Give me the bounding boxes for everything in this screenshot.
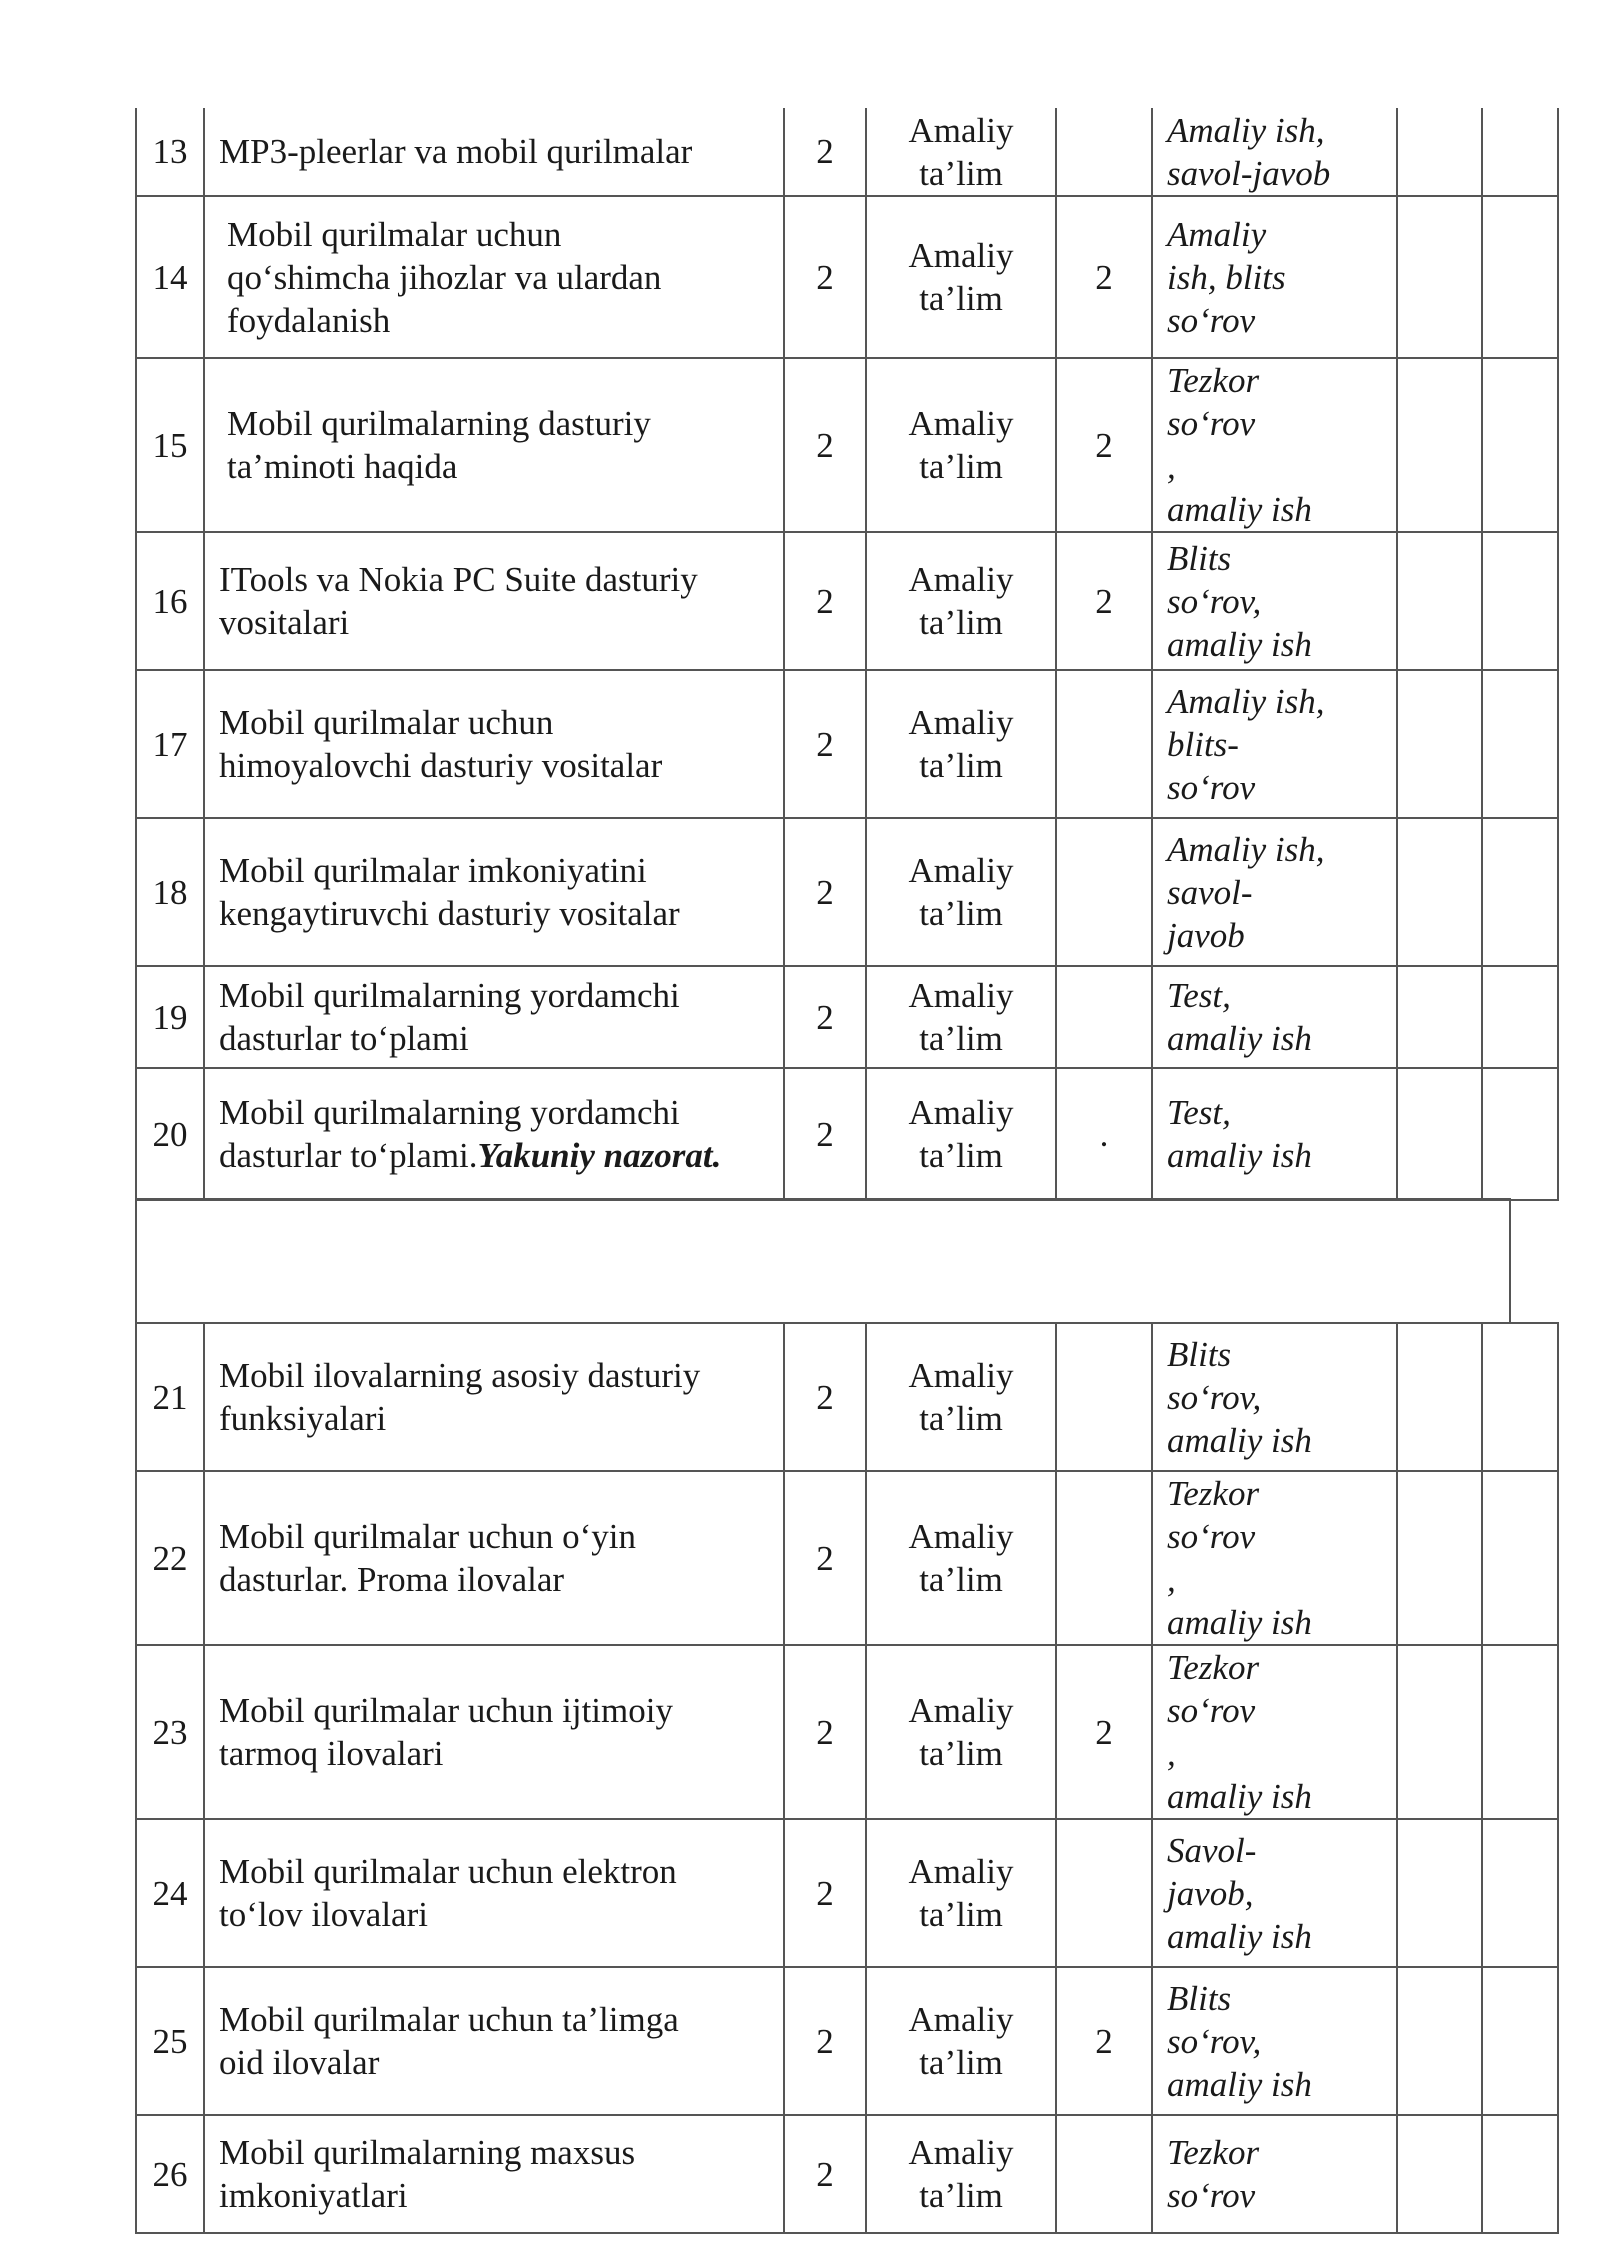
hours-value: 2 <box>816 581 834 621</box>
lesson-topic-line: Mobil qurilmalar imkoniyatini <box>219 851 647 890</box>
hours-cell <box>784 196 866 358</box>
blank-separator-row <box>136 1199 1510 1323</box>
hours-cell <box>784 1323 866 1471</box>
section-separator <box>135 1198 1511 1324</box>
teaching-method-line: amaliy ish <box>1167 1603 1312 1642</box>
table-row <box>136 196 1558 358</box>
lesson-number-cell <box>136 670 204 818</box>
lesson-form-cell <box>866 2115 1056 2233</box>
lesson-form-line: Amaliy <box>908 976 1014 1015</box>
empty-cell-2 <box>1482 108 1558 196</box>
teaching-method-cell <box>1152 1471 1397 1645</box>
teaching-method-cell <box>1152 966 1397 1068</box>
lesson-form-line: ta’lim <box>919 1399 1003 1438</box>
lesson-number: 16 <box>152 581 188 621</box>
teaching-method-line: savol- <box>1167 872 1253 912</box>
extra-hours-value: 2 <box>1095 425 1113 465</box>
table-row <box>136 1471 1558 1645</box>
lesson-topic-line: ITools va Nokia PC Suite dasturiy <box>219 560 698 599</box>
lesson-topic-line: foydalanish <box>227 300 391 340</box>
lesson-topic-line: qo‘shimcha jihozlar va ulardan <box>227 257 662 297</box>
lesson-number-cell <box>136 2115 204 2233</box>
lesson-topic-cell <box>204 1967 784 2115</box>
empty-cell-2 <box>1482 1068 1558 1200</box>
extra-hours-cell <box>1056 108 1152 196</box>
hours-value: 2 <box>816 1873 834 1913</box>
lesson-form-line: ta’lim <box>919 2176 1003 2215</box>
hours-value: 2 <box>816 425 834 465</box>
lesson-form-cell <box>866 1471 1056 1645</box>
lesson-topic-line: to‘lov ilovalari <box>219 1895 428 1934</box>
lesson-form-line: ta’lim <box>919 1560 1003 1599</box>
hours-cell <box>784 1967 866 2115</box>
empty-cell-1 <box>1397 1471 1482 1645</box>
teaching-method-line: Savol- <box>1167 1830 1257 1870</box>
hours-value: 2 <box>816 2021 834 2061</box>
lesson-form-line: Amaliy <box>908 404 1014 443</box>
extra-hours-cell <box>1056 1819 1152 1967</box>
lesson-topic-cell <box>204 2115 784 2233</box>
lesson-form-cell <box>866 358 1056 532</box>
empty-cell-2 <box>1482 818 1558 966</box>
lesson-number: 24 <box>152 1873 188 1913</box>
lesson-form-line: Amaliy <box>908 110 1014 150</box>
table-row <box>136 2115 1558 2233</box>
lesson-number: 15 <box>152 425 188 465</box>
empty-cell-1 <box>1397 818 1482 966</box>
lesson-number-cell <box>136 1967 204 2115</box>
empty-cell-2 <box>1482 1645 1558 1819</box>
lesson-topic-cell <box>204 670 784 818</box>
hours-value: 2 <box>816 132 834 171</box>
hours-cell <box>784 966 866 1068</box>
lesson-number: 14 <box>152 257 188 297</box>
teaching-method-line: Tezkor <box>1167 361 1260 400</box>
empty-cell-2 <box>1482 966 1558 1068</box>
lesson-number: 17 <box>152 724 188 764</box>
lesson-number-cell <box>136 196 204 358</box>
schedule-table-bottom <box>135 1322 1559 2234</box>
teaching-method-line: so‘rov <box>1167 300 1256 340</box>
table-row <box>136 966 1558 1068</box>
lesson-number: 18 <box>152 872 188 912</box>
lesson-form-cell <box>866 1323 1056 1471</box>
lesson-topic-line: Mobil qurilmalar uchun ta’limga <box>219 2000 679 2039</box>
teaching-method-line: Tezkor <box>1167 2133 1260 2172</box>
teaching-method-cell <box>1152 1819 1397 1967</box>
schedule-table-bottom-body <box>136 1323 1558 2233</box>
empty-cell-2 <box>1482 1819 1558 1967</box>
teaching-method-line: Amaliy <box>1167 214 1267 254</box>
lesson-form-line: Amaliy <box>908 2133 1014 2172</box>
teaching-method-cell <box>1152 2115 1397 2233</box>
empty-cell-2 <box>1482 532 1558 670</box>
lesson-topic-line: Mobil qurilmalarning yordamchi <box>219 1093 680 1132</box>
empty-cell-1 <box>1397 1068 1482 1200</box>
hours-cell <box>784 2115 866 2233</box>
empty-cell-2 <box>1482 196 1558 358</box>
lesson-number: 22 <box>152 1538 188 1578</box>
teaching-method-cell <box>1152 108 1397 196</box>
lesson-form-line: Amaliy <box>908 2000 1014 2039</box>
lesson-topic-cell <box>204 1819 784 1967</box>
teaching-method-line: so‘rov <box>1167 767 1256 807</box>
extra-hours-cell <box>1056 818 1152 966</box>
lesson-form-line: ta’lim <box>919 746 1003 785</box>
lesson-topic-line: Mobil qurilmalarning yordamchi <box>219 976 680 1015</box>
hours-cell <box>784 670 866 818</box>
lesson-topic-line: tarmoq ilovalari <box>219 1734 444 1773</box>
lesson-topic-line: Mobil qurilmalarning dasturiy <box>227 404 651 443</box>
teaching-method-cell <box>1152 358 1397 532</box>
lesson-form-line: ta’lim <box>919 447 1003 486</box>
teaching-method-line: savol-javob <box>1167 153 1331 193</box>
teaching-method-line: ish, blits <box>1167 257 1286 297</box>
lesson-form-line: ta’lim <box>919 1895 1003 1934</box>
extra-hours-value: . <box>1099 1114 1109 1154</box>
lesson-topic-cell <box>204 1645 784 1819</box>
lesson-topic-cell <box>204 1068 784 1200</box>
lesson-number-cell <box>136 966 204 1068</box>
lesson-form-line: Amaliy <box>908 851 1014 890</box>
teaching-method-line: so‘rov <box>1167 1517 1256 1556</box>
extra-hours-value: 2 <box>1095 2021 1113 2061</box>
lesson-form-line: ta’lim <box>919 603 1003 642</box>
lesson-topic-line: Mobil qurilmalarning maxsus <box>219 2133 636 2172</box>
lesson-topic-line: Mobil ilovalarning asosiy dasturiy <box>219 1356 701 1395</box>
lesson-topic-line: Mobil qurilmalar uchun o‘yin <box>219 1517 637 1556</box>
extra-hours-cell <box>1056 966 1152 1068</box>
teaching-method-cell <box>1152 1323 1397 1471</box>
lesson-number-cell <box>136 1323 204 1471</box>
lesson-topic-line: dasturlar to‘plami <box>219 1019 469 1058</box>
lesson-form-line: ta’lim <box>919 1136 1003 1175</box>
extra-hours-cell <box>1056 1068 1152 1200</box>
hours-value: 2 <box>816 1377 834 1417</box>
table-row <box>136 1819 1558 1967</box>
teaching-method-cell <box>1152 670 1397 818</box>
hours-cell <box>784 1819 866 1967</box>
lesson-form-line: Amaliy <box>908 1517 1014 1556</box>
empty-cell-1 <box>1397 196 1482 358</box>
lesson-form-line: Amaliy <box>908 703 1014 742</box>
hours-value: 2 <box>816 1712 834 1752</box>
teaching-method-line: amaliy ish <box>1167 1019 1312 1058</box>
table-row <box>136 1645 1558 1819</box>
teaching-method-line: , <box>1167 447 1176 486</box>
lesson-topic-line: kengaytiruvchi dasturiy vositalar <box>219 894 680 933</box>
lesson-form-line: ta’lim <box>919 1734 1003 1773</box>
table-row <box>136 1967 1558 2115</box>
teaching-method-line: amaliy ish <box>1167 1777 1312 1816</box>
hours-value: 2 <box>816 257 834 297</box>
extra-hours-cell <box>1056 2115 1152 2233</box>
extra-hours-cell <box>1056 1645 1152 1819</box>
extra-hours-cell <box>1056 532 1152 670</box>
lesson-topic-final-line <box>219 1134 783 1177</box>
empty-cell-1 <box>1397 1967 1482 2115</box>
lesson-form-cell <box>866 108 1056 196</box>
lesson-number-cell <box>136 818 204 966</box>
hours-cell <box>784 358 866 532</box>
teaching-method-line: amaliy ish <box>1167 1916 1312 1956</box>
lesson-form-cell <box>866 532 1056 670</box>
extra-hours-cell <box>1056 1471 1152 1645</box>
lesson-topic-cell <box>204 1471 784 1645</box>
teaching-method-line: Blits <box>1167 1334 1232 1374</box>
lesson-form-line: Amaliy <box>908 1852 1014 1891</box>
lesson-form-line: Amaliy <box>908 1093 1014 1132</box>
empty-cell-2 <box>1482 670 1558 818</box>
teaching-method-line: so‘rov, <box>1167 2021 1262 2061</box>
lesson-form-cell <box>866 1819 1056 1967</box>
teaching-method-line: amaliy ish <box>1167 2064 1312 2104</box>
empty-cell-1 <box>1397 532 1482 670</box>
lesson-form-line: Amaliy <box>908 236 1014 275</box>
lesson-topic-line: funksiyalari <box>219 1399 387 1438</box>
teaching-method-cell <box>1152 1068 1397 1200</box>
teaching-method-line: Amaliy ish, <box>1167 829 1325 869</box>
lesson-form-line: Amaliy <box>908 1691 1014 1730</box>
empty-cell-2 <box>1482 1471 1558 1645</box>
empty-cell-1 <box>1397 2115 1482 2233</box>
teaching-method-line: Blits <box>1167 1978 1232 2018</box>
final-assessment-note: Yakuniy nazorat. <box>477 1136 722 1175</box>
lesson-topic-cell <box>204 532 784 670</box>
teaching-method-line: Tezkor <box>1167 1474 1260 1513</box>
hours-value: 2 <box>816 1114 834 1154</box>
lesson-topic-cell <box>204 966 784 1068</box>
lesson-number-cell <box>136 108 204 196</box>
teaching-method-cell <box>1152 532 1397 670</box>
empty-cell-1 <box>1397 966 1482 1068</box>
table-row <box>136 1323 1558 1471</box>
lesson-form-cell <box>866 818 1056 966</box>
teaching-method-cell <box>1152 818 1397 966</box>
lesson-topic-cell <box>204 1323 784 1471</box>
lesson-form-line: Amaliy <box>908 1356 1014 1395</box>
lesson-topic-cell <box>204 196 784 358</box>
teaching-method-line: Amaliy ish, <box>1167 110 1325 150</box>
teaching-method-line: so‘rov, <box>1167 581 1262 621</box>
teaching-method-line: amaliy ish <box>1167 1136 1312 1175</box>
empty-cell-2 <box>1482 1323 1558 1471</box>
empty-cell-1 <box>1397 1819 1482 1967</box>
extra-hours-value: 2 <box>1095 257 1113 297</box>
teaching-method-line: javob, <box>1167 1873 1254 1913</box>
empty-cell-2 <box>1482 2115 1558 2233</box>
teaching-method-line: so‘rov <box>1167 404 1256 443</box>
blank-separator-cell <box>136 1199 1510 1323</box>
lesson-form-line: ta’lim <box>919 2043 1003 2082</box>
table-row <box>136 670 1558 818</box>
teaching-method-line: Test, <box>1167 976 1231 1015</box>
teaching-method-line: amaliy ish <box>1167 624 1312 664</box>
empty-cell-1 <box>1397 1323 1482 1471</box>
lesson-topic-line: ta’minoti haqida <box>227 447 458 486</box>
teaching-method-line: amaliy ish <box>1167 490 1312 529</box>
lesson-number-cell <box>136 532 204 670</box>
table-row <box>136 818 1558 966</box>
teaching-method-line: javob <box>1167 915 1245 955</box>
extra-hours-cell <box>1056 1967 1152 2115</box>
lesson-number-cell <box>136 1645 204 1819</box>
teaching-method-line: so‘rov, <box>1167 1377 1262 1417</box>
extra-hours-value: 2 <box>1095 581 1113 621</box>
lesson-topic-line: Mobil qurilmalar uchun <box>219 703 554 742</box>
lesson-topic-cell <box>204 108 784 196</box>
teaching-method-line: Blits <box>1167 538 1232 578</box>
hours-cell <box>784 818 866 966</box>
hours-value: 2 <box>816 2154 834 2194</box>
hours-value: 2 <box>816 872 834 912</box>
table-row <box>136 1068 1558 1200</box>
teaching-method-line: Test, <box>1167 1093 1231 1132</box>
lesson-number: 13 <box>152 132 188 171</box>
hours-cell <box>784 1645 866 1819</box>
lesson-topic-line: Mobil qurilmalar uchun ijtimoiy <box>219 1691 673 1730</box>
extra-hours-cell <box>1056 1323 1152 1471</box>
hours-value: 2 <box>816 997 834 1037</box>
lesson-form-cell <box>866 1068 1056 1200</box>
lesson-topic-line: MP3-pleerlar va mobil qurilmalar <box>219 132 693 171</box>
lesson-number-cell <box>136 358 204 532</box>
teaching-method-line: so‘rov <box>1167 2176 1256 2215</box>
hours-value: 2 <box>816 724 834 764</box>
lesson-form-cell <box>866 966 1056 1068</box>
teaching-method-line: , <box>1167 1734 1176 1773</box>
lesson-form-cell <box>866 1645 1056 1819</box>
empty-cell-2 <box>1482 358 1558 532</box>
empty-cell-1 <box>1397 670 1482 818</box>
lesson-number: 23 <box>152 1712 188 1752</box>
teaching-method-line: amaliy ish <box>1167 1420 1312 1460</box>
lesson-form-cell <box>866 196 1056 358</box>
empty-cell-1 <box>1397 108 1482 196</box>
lesson-number-cell <box>136 1471 204 1645</box>
lesson-form-line: ta’lim <box>919 1019 1003 1058</box>
lesson-number: 21 <box>152 1377 188 1417</box>
lesson-topic-line: Mobil qurilmalar uchun <box>227 214 562 254</box>
lesson-form-line: Amaliy <box>908 560 1014 599</box>
lesson-topic-line: himoyalovchi dasturiy vositalar <box>219 746 663 785</box>
hours-cell <box>784 1471 866 1645</box>
lesson-topic-line: dasturlar to‘plami. <box>219 1136 478 1175</box>
table-row <box>136 532 1558 670</box>
empty-cell-1 <box>1397 358 1482 532</box>
lesson-number: 20 <box>152 1114 188 1154</box>
teaching-method-cell <box>1152 1645 1397 1819</box>
lesson-topic-cell <box>204 358 784 532</box>
lesson-number: 26 <box>152 2154 188 2194</box>
lesson-form-cell <box>866 1967 1056 2115</box>
teaching-method-line: blits- <box>1167 724 1239 764</box>
lesson-form-line: ta’lim <box>919 279 1003 318</box>
lesson-topic-line: Mobil qurilmalar uchun elektron <box>219 1852 677 1891</box>
teaching-method-cell <box>1152 196 1397 358</box>
teaching-method-cell <box>1152 1967 1397 2115</box>
lesson-form-line: ta’lim <box>919 894 1003 933</box>
lesson-number-cell <box>136 1068 204 1200</box>
table-row <box>136 108 1558 196</box>
schedule-table-top <box>135 108 1559 1201</box>
lesson-topic-cell <box>204 818 784 966</box>
empty-cell-1 <box>1397 1645 1482 1819</box>
lesson-number-cell <box>136 1819 204 1967</box>
extra-hours-cell <box>1056 358 1152 532</box>
empty-cell-2 <box>1482 1967 1558 2115</box>
hours-cell <box>784 108 866 196</box>
lesson-topic-line: dasturlar. Proma ilovalar <box>219 1560 565 1599</box>
lesson-form-line: ta’lim <box>919 153 1003 193</box>
teaching-method-line: , <box>1167 1560 1176 1599</box>
teaching-method-line: so‘rov <box>1167 1691 1256 1730</box>
teaching-method-line: Tezkor <box>1167 1648 1260 1687</box>
hours-value: 2 <box>816 1538 834 1578</box>
extra-hours-cell <box>1056 670 1152 818</box>
table-row <box>136 358 1558 532</box>
lesson-form-cell <box>866 670 1056 818</box>
lesson-topic-line: vositalari <box>219 603 350 642</box>
lesson-number: 19 <box>152 997 188 1037</box>
lesson-topic-line: oid ilovalar <box>219 2043 380 2082</box>
hours-cell <box>784 1068 866 1200</box>
extra-hours-value: 2 <box>1095 1712 1113 1752</box>
lesson-number: 25 <box>152 2021 188 2061</box>
extra-hours-cell <box>1056 196 1152 358</box>
schedule-table-top-body <box>136 108 1558 1200</box>
hours-cell <box>784 532 866 670</box>
teaching-method-line: Amaliy ish, <box>1167 681 1325 721</box>
lesson-topic-line: imkoniyatlari <box>219 2176 408 2215</box>
